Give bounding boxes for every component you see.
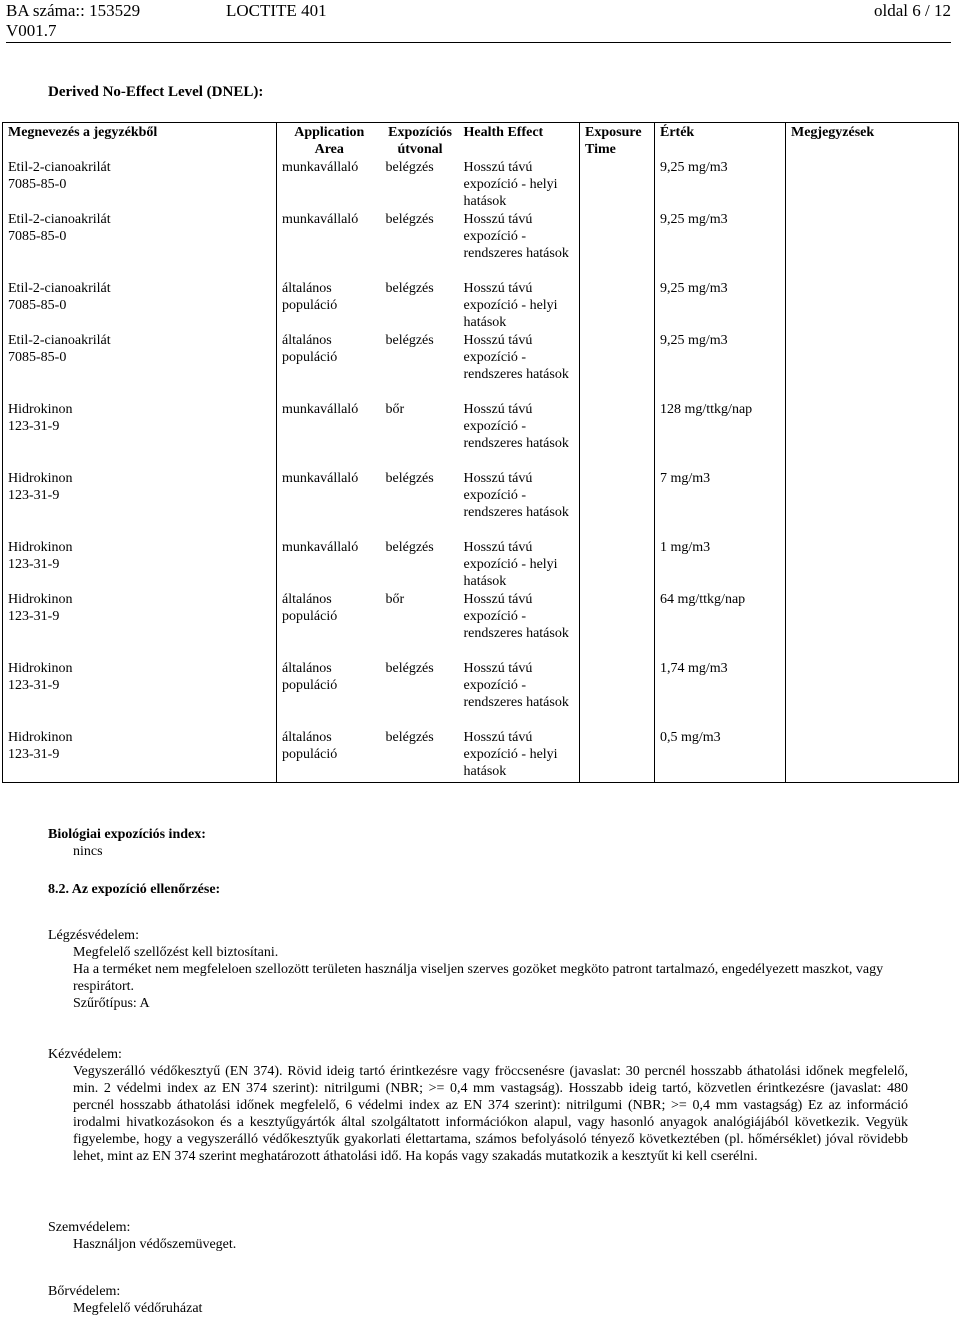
cell-substance — [3, 401, 277, 470]
cas-number: 7085-85-0 — [8, 297, 67, 313]
cell-effect: Hosszú távú expozíció - rendszeres hatások — [463, 591, 569, 642]
table-row — [3, 159, 959, 211]
cell-time — [580, 660, 655, 729]
col-header-route: Expozíciós útvonal — [388, 125, 452, 158]
cell-notes — [786, 539, 959, 591]
skin-protection-label: Bőrvédelem: — [48, 1284, 121, 1299]
cas-number: 123-31-9 — [8, 746, 60, 762]
cell-effect: Hosszú távú expozíció - helyi hatások — [463, 729, 558, 780]
page-number: oldal 6 / 12 — [874, 1, 951, 20]
table-row — [3, 660, 959, 729]
cas-number: 7085-85-0 — [8, 228, 67, 244]
cell-route: bőr — [385, 401, 405, 417]
cell-route: belégzés — [385, 332, 434, 348]
section-title: Derived No-Effect Level (DNEL): — [48, 84, 264, 100]
cell-notes — [786, 401, 959, 470]
cell-route: belégzés — [385, 470, 434, 486]
skin-protection-text: Megfelelő védőruházat — [73, 1301, 203, 1316]
cell-substance — [3, 159, 277, 211]
substance-name: Hidrokinon — [8, 470, 73, 486]
cell-area: munkavállaló — [282, 539, 359, 555]
cell-effect: Hosszú távú expozíció - rendszeres hatások — [463, 332, 569, 383]
cell-notes — [786, 660, 959, 729]
biological-index-block — [48, 826, 206, 860]
table-row — [3, 539, 959, 591]
substance-name: Hidrokinon — [8, 729, 73, 745]
substance-name: Etil-2-cianoakrilát — [8, 332, 111, 348]
col-header-notes: Megjegyzések — [786, 123, 959, 159]
table-row — [3, 280, 959, 332]
table-row — [3, 401, 959, 470]
cell-area: munkavállaló — [282, 211, 359, 227]
cell-area: munkavállaló — [282, 470, 359, 486]
dnel-table — [2, 122, 959, 783]
cell-value: 1 mg/m3 — [655, 539, 786, 591]
cell-area: általános populáció — [282, 280, 338, 313]
skin-protection-block — [48, 1283, 908, 1317]
respiratory-filter-type: Szűrőtípus: A — [73, 996, 150, 1011]
cas-number: 123-31-9 — [8, 608, 60, 624]
hand-protection-text: Vegyszerálló védőkesztyű (EN 374). Rövid ideig tartó érintkezésre vagy fröccsenésre (javaslat: 30 percnél hosszabb áthatolási időnek megfelelő, min. 2 védelmi index az EN 374 szerint): nitrilgumi (NBR; >= 0,4 mm vastagság). Hosszabb ideig tartó, közvetlen érintkezésre (javaslat: 480 percnél hosszabb áthatolási időnek megfelelő, 6 védelmi index az EN 374 szerint): nitrilgumi (NBR; >= 0,4 mm vastagság) Ez az információ irodalmi hivatkozásokon és a kesztyűgyártók által szolgáltatott információkon alapul, vagy hasonló anyagok analógiájából következik. Vegyük figyelembe, hogy a vegyszerálló védőkesztyűk gyakorlati élettartama, számos befolyásoló tényező következtében (pl. hőmérséklet) jóval rövidebb lehet, mint az EN 374 szerint meghatározott áthatolási idő. Ha kopás vagy szakadás mutatkozik a kesztyűt ki kell cserélni. — [73, 1064, 908, 1164]
cell-effect: Hosszú távú expozíció - helyi hatások — [463, 539, 558, 590]
cell-time — [580, 280, 655, 332]
section-8-2-title: 8.2. Az expozíció ellenőrzése: — [48, 882, 221, 897]
cell-effect: Hosszú távú expozíció - helyi hatások — [463, 280, 558, 331]
cell-substance — [3, 211, 277, 280]
col-header-name: Megnevezés a jegyzékből — [3, 123, 277, 159]
cell-area: általános populáció — [282, 591, 338, 624]
substance-name: Etil-2-cianoakrilát — [8, 280, 111, 296]
biological-index-value: nincs — [73, 844, 103, 859]
col-header-area: Application Area — [294, 125, 365, 158]
cell-time — [580, 211, 655, 280]
cell-area: általános populáció — [282, 660, 338, 693]
table-row — [3, 211, 959, 280]
table-header-row — [3, 123, 959, 159]
cell-notes — [786, 159, 959, 211]
cell-substance — [3, 280, 277, 332]
cell-notes — [786, 729, 959, 783]
cell-time — [580, 591, 655, 660]
cell-area: munkavállaló — [282, 401, 359, 417]
hand-protection-block — [48, 1046, 908, 1165]
cell-value: 9,25 mg/m3 — [655, 280, 786, 332]
cell-time — [580, 332, 655, 401]
cell-value: 0,5 mg/m3 — [655, 729, 786, 783]
cell-route: belégzés — [385, 729, 434, 745]
cas-number: 123-31-9 — [8, 556, 60, 572]
cell-route: belégzés — [385, 211, 434, 227]
respiratory-protection-label: Légzésvédelem: — [48, 928, 139, 943]
cell-effect: Hosszú távú expozíció - rendszeres hatások — [463, 211, 569, 262]
cell-area: általános populáció — [282, 729, 338, 762]
cas-number: 123-31-9 — [8, 487, 60, 503]
col-header-effect: Health Effect — [463, 125, 544, 140]
table-row — [3, 470, 959, 539]
table-row — [3, 729, 959, 783]
cell-time — [580, 539, 655, 591]
cell-time — [580, 159, 655, 211]
cell-route: belégzés — [385, 159, 434, 175]
table-row — [3, 591, 959, 660]
version-label: V001.7 — [6, 21, 57, 40]
cell-notes — [786, 280, 959, 332]
respiratory-line-2: Ha a terméket nem megfeleloen szellozött területen használja viseljen szerves gozöket megköto patront tartalmazó, engedélyezett maszkot, vagy respirátort. — [73, 962, 884, 994]
cell-notes — [786, 470, 959, 539]
cell-substance — [3, 591, 277, 660]
cell-notes — [786, 332, 959, 401]
cell-substance — [3, 660, 277, 729]
cell-route: belégzés — [385, 660, 434, 676]
cell-effect: Hosszú távú expozíció - helyi hatások — [463, 159, 558, 210]
col-header-value: Érték — [655, 123, 786, 159]
cas-number: 7085-85-0 — [8, 176, 67, 192]
substance-name: Etil-2-cianoakrilát — [8, 211, 111, 227]
substance-name: Hidrokinon — [8, 539, 73, 555]
cell-notes — [786, 211, 959, 280]
respiratory-protection-block — [48, 927, 908, 1012]
document-number: BA száma:: 153529 — [6, 1, 141, 20]
header-divider — [6, 42, 951, 43]
cell-value: 64 mg/ttkg/nap — [655, 591, 786, 660]
cell-value: 9,25 mg/m3 — [655, 211, 786, 280]
cell-time — [580, 729, 655, 783]
cell-area: munkavállaló — [282, 159, 359, 175]
eye-protection-block — [48, 1219, 908, 1253]
cas-number: 123-31-9 — [8, 418, 60, 434]
cas-number: 7085-85-0 — [8, 349, 67, 365]
cell-effect: Hosszú távú expozíció - rendszeres hatások — [463, 470, 569, 521]
eye-protection-text: Használjon védőszemüveget. — [73, 1237, 237, 1252]
substance-name: Etil-2-cianoakrilát — [8, 159, 111, 175]
cell-route: bőr — [385, 591, 405, 607]
substance-name: Hidrokinon — [8, 401, 73, 417]
biological-index-title: Biológiai expozíciós index: — [48, 827, 206, 842]
cell-route: belégzés — [385, 539, 434, 555]
cell-substance — [3, 539, 277, 591]
table-row — [3, 332, 959, 401]
respiratory-line-1: Megfelelő szellőzést kell biztosítani. — [73, 945, 279, 960]
eye-protection-label: Szemvédelem: — [48, 1220, 131, 1235]
cell-value: 9,25 mg/m3 — [655, 332, 786, 401]
cas-number: 123-31-9 — [8, 677, 60, 693]
cell-value: 1,74 mg/m3 — [655, 660, 786, 729]
cell-area: általános populáció — [282, 332, 338, 365]
cell-effect: Hosszú távú expozíció - rendszeres hatások — [463, 401, 569, 452]
cell-time — [580, 470, 655, 539]
cell-substance — [3, 470, 277, 539]
cell-value: 128 mg/ttkg/nap — [655, 401, 786, 470]
product-title: LOCTITE 401 — [226, 1, 327, 20]
cell-substance — [3, 729, 277, 783]
substance-name: Hidrokinon — [8, 660, 73, 676]
hand-protection-label: Kézvédelem: — [48, 1047, 122, 1062]
cell-value: 7 mg/m3 — [655, 470, 786, 539]
cell-value: 9,25 mg/m3 — [655, 159, 786, 211]
col-header-time: Exposure Time — [580, 123, 655, 159]
cell-route: belégzés — [385, 280, 434, 296]
substance-name: Hidrokinon — [8, 591, 73, 607]
cell-substance — [3, 332, 277, 401]
cell-time — [580, 401, 655, 470]
cell-effect: Hosszú távú expozíció - rendszeres hatások — [463, 660, 569, 711]
cell-notes — [786, 591, 959, 660]
